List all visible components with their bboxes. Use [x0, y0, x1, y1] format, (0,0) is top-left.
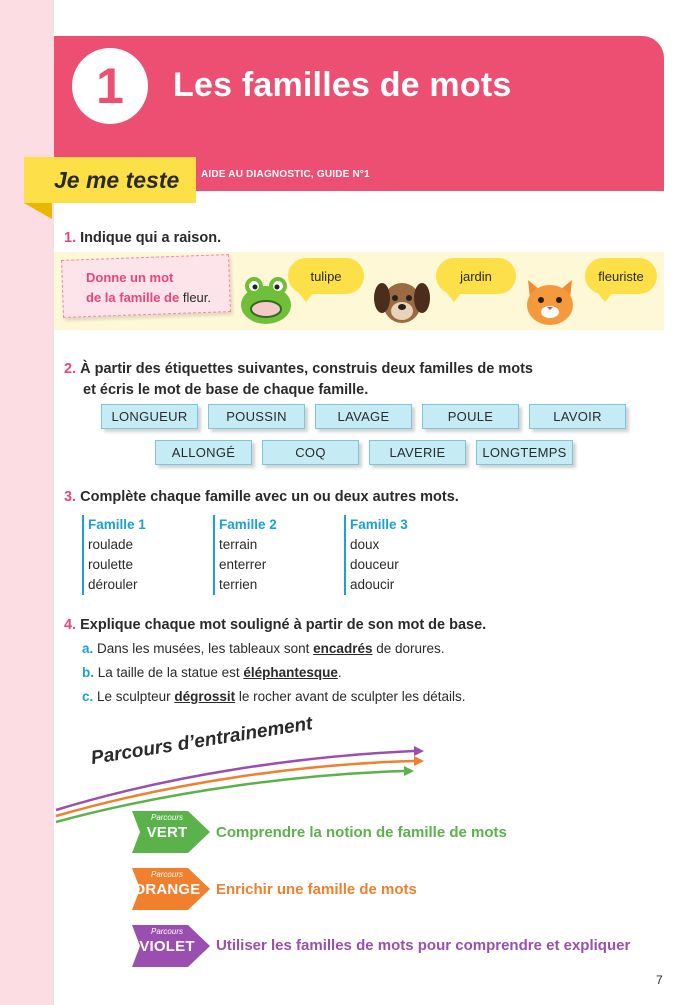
answer-bubble-1-tail — [298, 292, 314, 302]
sentence-text: La taille de la statue est — [97, 665, 240, 680]
family-word: terrain — [219, 537, 258, 552]
sentence-text: de dorures. — [376, 641, 445, 656]
parcours-violet-text: Utiliser les familles de mots pour comprendre et expliquer — [216, 937, 631, 954]
word-label: ALLONGÉ — [155, 440, 252, 465]
question-1 — [64, 228, 221, 249]
family-word: dérouler — [88, 577, 138, 592]
family-1 — [82, 515, 146, 595]
sentence-letter: a. — [82, 641, 94, 656]
family-3 — [344, 515, 408, 595]
question-1-number: 1. — [64, 230, 77, 246]
question-3-text: Complète chaque famille avec un ou deux autres mots. — [80, 489, 459, 505]
word-label: LONGUEUR — [101, 404, 198, 429]
chapter-title: Les familles de mots — [173, 66, 512, 104]
question-3 — [64, 487, 459, 508]
answer-bubble-3: fleuriste — [585, 258, 657, 294]
question-4-text: Explique chaque mot souligné à partir de son mot de base. — [80, 617, 487, 633]
question-1-note-text — [86, 268, 211, 308]
badge-big-label: ORANGE — [133, 881, 201, 898]
parcours-violet-badge — [132, 921, 210, 971]
question-1-text: Indique qui a raison. — [80, 230, 222, 246]
underlined-word: dégrossit — [174, 689, 236, 704]
question-2-line-1: À partir des étiquettes suivantes, construis deux familles de mots — [80, 361, 533, 377]
word-label: POULE — [422, 404, 519, 429]
question-2-line-2: et écris le mot de base de chaque famille. — [83, 382, 369, 398]
question-2-number: 2. — [64, 361, 77, 377]
question-3-number: 3. — [64, 489, 77, 505]
page-number: 7 — [656, 973, 663, 987]
parcours-orange-badge — [132, 864, 210, 914]
question-4 — [64, 615, 486, 636]
badge-big-label: VERT — [146, 824, 188, 841]
word-label: LAVAGE — [315, 404, 412, 429]
parcours-title: Parcours d’entrainement — [89, 713, 314, 770]
parcours-orange-text: Enrichir une famille de mots — [216, 881, 417, 898]
word-label: LAVOIR — [529, 404, 626, 429]
badge-small-label: Parcours — [150, 870, 183, 879]
answer-bubble-3-tail — [597, 292, 613, 302]
family-word: terrien — [219, 577, 258, 592]
chapter-number: 1 — [72, 48, 148, 124]
answer-bubble-1: tulipe — [288, 258, 364, 294]
question-2 — [64, 359, 533, 401]
note-line-1: Donne un mot — [86, 270, 174, 285]
note-line-2 — [86, 288, 211, 308]
word-label: COQ — [262, 440, 359, 465]
test-tab — [24, 157, 196, 203]
family-title: Famille 2 — [219, 517, 277, 532]
answer-bubble-2-tail — [446, 292, 462, 302]
question-4-number: 4. — [64, 617, 77, 633]
answer-bubble-2: jardin — [436, 258, 516, 294]
sentence-a — [82, 641, 445, 656]
underlined-word: encadrés — [313, 641, 373, 656]
underlined-word: éléphantesque — [243, 665, 338, 680]
sentence-letter: c. — [82, 689, 94, 704]
family-word: douceur — [350, 557, 399, 572]
sentence-text: Le sculpteur — [97, 689, 171, 704]
badge-small-label: Parcours — [150, 927, 183, 936]
parcours-vert-text: Comprendre la notion de famille de mots — [216, 824, 507, 841]
sentence-text: le rocher avant de sculpter les détails. — [238, 689, 466, 704]
sentence-text: Dans les musées, les tableaux sont — [97, 641, 310, 656]
word-label: POUSSIN — [208, 404, 305, 429]
sentence-b — [82, 665, 342, 680]
sentence-text: . — [337, 665, 342, 680]
guide-reference: AIDE AU DIAGNOSTIC, GUIDE N°1 — [201, 169, 370, 180]
page-margin-strip — [0, 0, 54, 1005]
family-word: adoucir — [350, 577, 395, 592]
note-line-2-text: de la famille de — [86, 290, 180, 305]
frog-icon — [238, 272, 294, 326]
family-title: Famille 3 — [350, 517, 408, 532]
family-2 — [213, 515, 277, 595]
dog-icon — [373, 276, 431, 326]
test-tab-fold — [24, 203, 52, 219]
note-word: fleur. — [182, 290, 212, 305]
family-word: roulette — [88, 557, 134, 572]
badge-big-label: VIOLET — [139, 938, 195, 955]
cat-icon — [522, 274, 578, 328]
badge-small-label: Parcours — [150, 813, 183, 822]
family-word: roulade — [88, 537, 134, 552]
word-label: LONGTEMPS — [476, 440, 573, 465]
test-tab-label: Je me teste — [54, 166, 180, 193]
family-word: enterrer — [219, 557, 267, 572]
parcours-vert-badge — [132, 807, 210, 857]
sentence-letter: b. — [82, 665, 94, 680]
sentence-c — [82, 689, 466, 704]
family-title: Famille 1 — [88, 517, 146, 532]
family-word: doux — [350, 537, 380, 552]
word-label: LAVERIE — [369, 440, 466, 465]
